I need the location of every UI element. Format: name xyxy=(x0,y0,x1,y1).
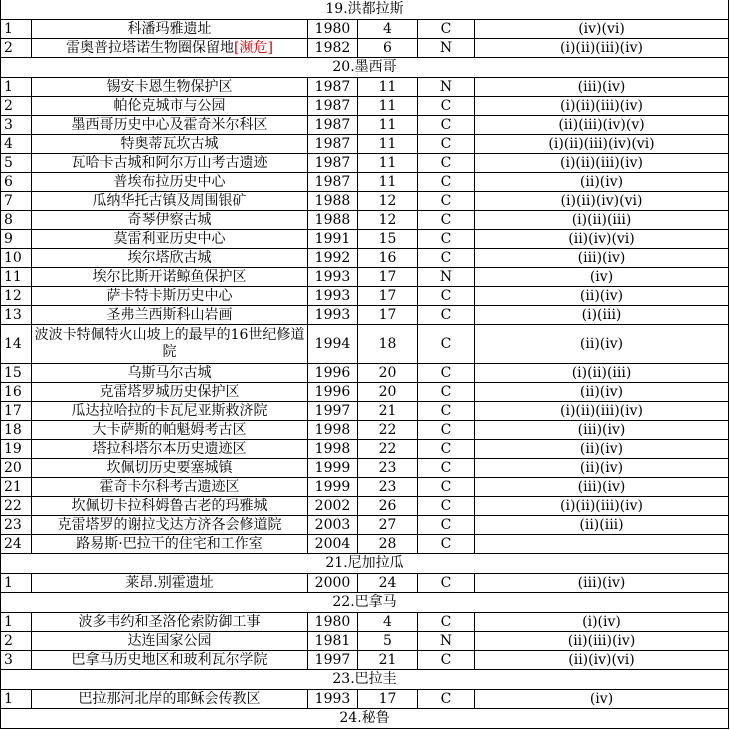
site-name-text: 霍奇卡尔科考古遗迹区 xyxy=(99,478,240,495)
criteria: (iii)(iv) xyxy=(475,574,729,593)
session-number: 17 xyxy=(358,268,418,287)
site-type: N xyxy=(418,78,475,97)
country-title: 23.巴拉圭 xyxy=(1,670,729,690)
inscription-year: 1981 xyxy=(308,632,358,651)
site-type: C xyxy=(418,249,475,268)
site-type: C xyxy=(418,230,475,249)
row-number: 9 xyxy=(1,230,32,249)
inscription-year: 1987 xyxy=(308,135,358,154)
site-type: C xyxy=(418,306,475,325)
site-name-text: 科潘玛雅遗址 xyxy=(127,20,212,37)
table-row xyxy=(1,613,729,632)
table-row xyxy=(1,249,729,268)
session-number: 17 xyxy=(358,287,418,306)
inscription-year: 1982 xyxy=(308,39,358,58)
site-name xyxy=(32,421,308,440)
criteria: (iii)(iv) xyxy=(475,421,729,440)
session-number: 26 xyxy=(358,497,418,516)
site-type: C xyxy=(418,402,475,421)
inscription-year: 1996 xyxy=(308,383,358,402)
session-number: 17 xyxy=(358,306,418,325)
criteria xyxy=(475,535,729,554)
criteria: (i)(ii)(iii)(iv) xyxy=(475,497,729,516)
inscription-year: 1992 xyxy=(308,249,358,268)
inscription-year: 1987 xyxy=(308,97,358,116)
inscription-year: 1988 xyxy=(308,211,358,230)
site-name xyxy=(32,613,308,632)
session-number: 23 xyxy=(358,459,418,478)
site-name-text: 埃尔塔欣古城 xyxy=(127,249,212,266)
row-number: 3 xyxy=(1,116,32,135)
session-number: 23 xyxy=(358,478,418,497)
site-name-text: 巴拉那河北岸的耶稣会传教区 xyxy=(78,690,261,707)
session-number: 11 xyxy=(358,173,418,192)
site-name xyxy=(32,154,308,173)
site-name xyxy=(32,574,308,593)
site-name-text: 塔拉科塔尔本历史遗迹区 xyxy=(92,440,247,457)
row-number: 5 xyxy=(1,154,32,173)
criteria: (ii)(iv) xyxy=(475,459,729,478)
site-name xyxy=(32,459,308,478)
inscription-year: 1998 xyxy=(308,421,358,440)
row-number: 11 xyxy=(1,268,32,287)
session-number: 12 xyxy=(358,192,418,211)
site-name xyxy=(32,268,308,287)
row-number: 15 xyxy=(1,364,32,383)
site-name xyxy=(32,651,308,670)
site-name-text: 帕伦克城市与公园 xyxy=(113,97,226,114)
table-row xyxy=(1,287,729,306)
country-title: 22.巴拿马 xyxy=(1,593,729,613)
site-type: C xyxy=(418,497,475,516)
site-name xyxy=(32,440,308,459)
row-number: 1 xyxy=(1,690,32,709)
site-name-text: 普埃布拉历史中心 xyxy=(113,173,226,190)
site-type: C xyxy=(418,535,475,554)
row-number: 22 xyxy=(1,497,32,516)
criteria: (ii)(iii)(iv) xyxy=(475,632,729,651)
inscription-year: 1993 xyxy=(308,287,358,306)
table-row xyxy=(1,535,729,554)
session-number: 21 xyxy=(358,402,418,421)
site-name-text: 路易斯·巴拉干的住宅和工作室 xyxy=(76,535,263,552)
site-name xyxy=(32,39,308,58)
inscription-year: 2000 xyxy=(308,574,358,593)
table-row xyxy=(1,325,729,364)
table-row xyxy=(1,268,729,287)
country-title: 19.洪都拉斯 xyxy=(1,0,729,20)
country-header-row xyxy=(1,670,729,690)
session-number: 4 xyxy=(358,613,418,632)
site-name xyxy=(32,497,308,516)
site-type: C xyxy=(418,440,475,459)
session-number: 21 xyxy=(358,651,418,670)
site-name-text: 达连国家公园 xyxy=(127,632,212,649)
site-type: C xyxy=(418,364,475,383)
row-number: 20 xyxy=(1,459,32,478)
inscription-year: 1996 xyxy=(308,364,358,383)
table-row xyxy=(1,690,729,709)
row-number: 2 xyxy=(1,39,32,58)
table-row xyxy=(1,97,729,116)
site-name-text: 墨西哥历史中心及霍奇米尔科区 xyxy=(71,116,268,133)
session-number: 4 xyxy=(358,20,418,39)
session-number: 20 xyxy=(358,364,418,383)
site-name xyxy=(32,116,308,135)
site-type: C xyxy=(418,211,475,230)
criteria: (ii)(iv) xyxy=(475,440,729,459)
site-name-text: 瓦哈卡古城和阿尔万山考古遗迹 xyxy=(71,154,268,171)
row-number: 1 xyxy=(1,613,32,632)
site-type: C xyxy=(418,20,475,39)
country-title: 24.秘鲁 xyxy=(1,709,729,729)
criteria: (i)(iii) xyxy=(475,306,729,325)
row-number: 7 xyxy=(1,192,32,211)
criteria: (ii)(iii)(iv)(v) xyxy=(475,116,729,135)
site-name xyxy=(32,306,308,325)
table-row xyxy=(1,478,729,497)
site-name-text: 克雷塔罗城历史保护区 xyxy=(99,383,240,400)
inscription-year: 1997 xyxy=(308,402,358,421)
inscription-year: 1987 xyxy=(308,154,358,173)
criteria: (i)(ii)(iv)(vi) xyxy=(475,192,729,211)
criteria: (iii)(iv) xyxy=(475,78,729,97)
site-name xyxy=(32,20,308,39)
site-name-text: 特奥蒂瓦坎古城 xyxy=(120,135,219,152)
criteria: (i)(ii)(iii) xyxy=(475,211,729,230)
site-name-text: 雷奥普拉塔诺生物圈保留地 xyxy=(66,39,235,56)
session-number: 11 xyxy=(358,78,418,97)
site-type: C xyxy=(418,516,475,535)
session-number: 27 xyxy=(358,516,418,535)
site-name-text: 巴拿马历史地区和玻利瓦尔学院 xyxy=(71,651,268,668)
site-name-text: 莫雷利亚历史中心 xyxy=(113,230,226,247)
table-row xyxy=(1,516,729,535)
table-row xyxy=(1,306,729,325)
criteria: (ii)(iii) xyxy=(475,516,729,535)
country-title: 20.墨西哥 xyxy=(1,58,729,78)
site-type: C xyxy=(418,325,475,364)
site-name xyxy=(32,364,308,383)
session-number: 22 xyxy=(358,440,418,459)
row-number: 2 xyxy=(1,97,32,116)
site-type: N xyxy=(418,268,475,287)
inscription-year: 1988 xyxy=(308,192,358,211)
inscription-year: 2003 xyxy=(308,516,358,535)
site-name xyxy=(32,383,308,402)
criteria: (iv) xyxy=(475,690,729,709)
inscription-year: 2004 xyxy=(308,535,358,554)
criteria: (i)(iv) xyxy=(475,613,729,632)
inscription-year: 1987 xyxy=(308,173,358,192)
site-name xyxy=(32,402,308,421)
session-number: 11 xyxy=(358,135,418,154)
row-number: 10 xyxy=(1,249,32,268)
table-row xyxy=(1,20,729,39)
site-type: C xyxy=(418,192,475,211)
session-number: 20 xyxy=(358,383,418,402)
inscription-year: 2002 xyxy=(308,497,358,516)
row-number: 1 xyxy=(1,20,32,39)
inscription-year: 1994 xyxy=(308,325,358,364)
inscription-year: 1980 xyxy=(308,20,358,39)
row-number: 12 xyxy=(1,287,32,306)
site-name-text: 圣弗兰西斯科山岩画 xyxy=(106,306,233,323)
criteria: (i)(ii)(iii) xyxy=(475,364,729,383)
row-number: 2 xyxy=(1,632,32,651)
table-row xyxy=(1,440,729,459)
criteria: (iv)(vi) xyxy=(475,20,729,39)
row-number: 4 xyxy=(1,135,32,154)
table-row xyxy=(1,192,729,211)
row-number: 3 xyxy=(1,651,32,670)
criteria: (ii)(iv)(vi) xyxy=(475,651,729,670)
table-row xyxy=(1,497,729,516)
site-type: C xyxy=(418,135,475,154)
country-title: 21.尼加拉瓜 xyxy=(1,554,729,574)
table-row xyxy=(1,402,729,421)
session-number: 28 xyxy=(358,535,418,554)
inscription-year: 1993 xyxy=(308,690,358,709)
row-number: 1 xyxy=(1,78,32,97)
row-number: 17 xyxy=(1,402,32,421)
inscription-year: 1991 xyxy=(308,230,358,249)
site-name-text: 埃尔比斯开诺鲸鱼保护区 xyxy=(92,268,247,285)
criteria: (ii)(iv) xyxy=(475,287,729,306)
site-type: C xyxy=(418,690,475,709)
site-type: C xyxy=(418,459,475,478)
site-name-text: 波多韦约和圣洛伦索防御工事 xyxy=(78,613,261,630)
site-name-text: 坎佩切历史要塞城镇 xyxy=(106,459,233,476)
session-number: 11 xyxy=(358,116,418,135)
site-name-text: 奇琴伊察古城 xyxy=(127,211,212,228)
row-number: 1 xyxy=(1,574,32,593)
site-name-text: 莱昂.别霍遗址 xyxy=(125,574,214,591)
table-row xyxy=(1,154,729,173)
session-number: 5 xyxy=(358,632,418,651)
site-name xyxy=(32,78,308,97)
site-name-text: 坎佩切卡拉科姆鲁古老的玛雅城 xyxy=(71,497,268,514)
inscription-year: 1987 xyxy=(308,78,358,97)
table-row xyxy=(1,78,729,97)
row-number: 24 xyxy=(1,535,32,554)
table-row xyxy=(1,421,729,440)
site-name xyxy=(32,249,308,268)
table-row xyxy=(1,173,729,192)
session-number: 6 xyxy=(358,39,418,58)
site-name-text: 克雷塔罗的谢拉戈达方济各会修道院 xyxy=(57,516,282,533)
site-name xyxy=(32,135,308,154)
site-name-text: 瓜达拉哈拉的卡瓦尼亚斯救济院 xyxy=(71,402,268,419)
site-name-text: 瓜纳华托古镇及周围银矿 xyxy=(92,192,247,209)
criteria: (ii)(iv) xyxy=(475,173,729,192)
country-header-row xyxy=(1,0,729,20)
site-type: C xyxy=(418,421,475,440)
site-type: C xyxy=(418,173,475,192)
site-name-text: 萨卡特卡斯历史中心 xyxy=(106,287,233,304)
site-type: C xyxy=(418,287,475,306)
table-row xyxy=(1,39,729,58)
site-type: C xyxy=(418,574,475,593)
criteria: (ii)(iv) xyxy=(475,383,729,402)
site-type: C xyxy=(418,613,475,632)
session-number: 22 xyxy=(358,421,418,440)
site-type: C xyxy=(418,97,475,116)
table-row xyxy=(1,651,729,670)
site-type: C xyxy=(418,478,475,497)
site-name-text: 锡安卡恩生物保护区 xyxy=(106,78,233,95)
criteria: (iii)(iv) xyxy=(475,478,729,497)
row-number: 21 xyxy=(1,478,32,497)
inscription-year: 1980 xyxy=(308,613,358,632)
country-header-row xyxy=(1,554,729,574)
session-number: 11 xyxy=(358,154,418,173)
session-number: 11 xyxy=(358,97,418,116)
country-header-row xyxy=(1,593,729,613)
criteria: (i)(ii)(iii)(iv) xyxy=(475,97,729,116)
site-name xyxy=(32,211,308,230)
session-number: 15 xyxy=(358,230,418,249)
criteria: (ii)(iv)(vi) xyxy=(475,230,729,249)
table-row xyxy=(1,116,729,135)
session-number: 24 xyxy=(358,574,418,593)
table-row xyxy=(1,211,729,230)
criteria: (iii)(iv) xyxy=(475,249,729,268)
inscription-year: 1987 xyxy=(308,116,358,135)
inscription-year: 1998 xyxy=(308,440,358,459)
row-number: 6 xyxy=(1,173,32,192)
inscription-year: 1999 xyxy=(308,459,358,478)
table-row xyxy=(1,383,729,402)
site-name xyxy=(32,173,308,192)
table-row xyxy=(1,135,729,154)
row-number: 8 xyxy=(1,211,32,230)
criteria: (i)(ii)(iii)(iv) xyxy=(475,154,729,173)
site-name xyxy=(32,230,308,249)
site-type: C xyxy=(418,383,475,402)
row-number: 13 xyxy=(1,306,32,325)
site-name xyxy=(32,325,308,364)
site-type: N xyxy=(418,39,475,58)
site-type: N xyxy=(418,632,475,651)
row-number: 23 xyxy=(1,516,32,535)
site-name xyxy=(32,192,308,211)
country-header-row xyxy=(1,58,729,78)
site-name xyxy=(32,287,308,306)
endangered-badge: [濒危] xyxy=(234,39,273,56)
criteria: (iv) xyxy=(475,268,729,287)
inscription-year: 1999 xyxy=(308,478,358,497)
site-name xyxy=(32,478,308,497)
site-name xyxy=(32,690,308,709)
heritage-table-body xyxy=(1,0,729,729)
inscription-year: 1993 xyxy=(308,268,358,287)
row-number: 18 xyxy=(1,421,32,440)
site-type: C xyxy=(418,651,475,670)
site-name-text: 大卡萨斯的帕魁姆考古区 xyxy=(92,421,247,438)
row-number: 14 xyxy=(1,325,32,364)
table-row xyxy=(1,364,729,383)
session-number: 17 xyxy=(358,690,418,709)
site-type: C xyxy=(418,116,475,135)
criteria: (i)(ii)(iii)(iv) xyxy=(475,39,729,58)
inscription-year: 1997 xyxy=(308,651,358,670)
session-number: 16 xyxy=(358,249,418,268)
session-number: 12 xyxy=(358,211,418,230)
table-row xyxy=(1,230,729,249)
session-number: 18 xyxy=(358,325,418,364)
table-row xyxy=(1,632,729,651)
criteria: (i)(ii)(iii)(iv) xyxy=(475,402,729,421)
table-row xyxy=(1,574,729,593)
site-name xyxy=(32,97,308,116)
site-name xyxy=(32,516,308,535)
country-header-row xyxy=(1,709,729,729)
site-name-text: 乌斯马尔古城 xyxy=(127,364,212,381)
table-row xyxy=(1,459,729,478)
site-name xyxy=(32,632,308,651)
row-number: 19 xyxy=(1,440,32,459)
row-number: 16 xyxy=(1,383,32,402)
site-name xyxy=(32,535,308,554)
site-name-text: 波波卡特佩特火山坡上的最早的16世纪修道院 xyxy=(34,327,305,360)
criteria: (i)(ii)(iii)(iv)(vi) xyxy=(475,135,729,154)
site-type: C xyxy=(418,154,475,173)
criteria: (ii)(iv) xyxy=(475,325,729,364)
inscription-year: 1993 xyxy=(308,306,358,325)
